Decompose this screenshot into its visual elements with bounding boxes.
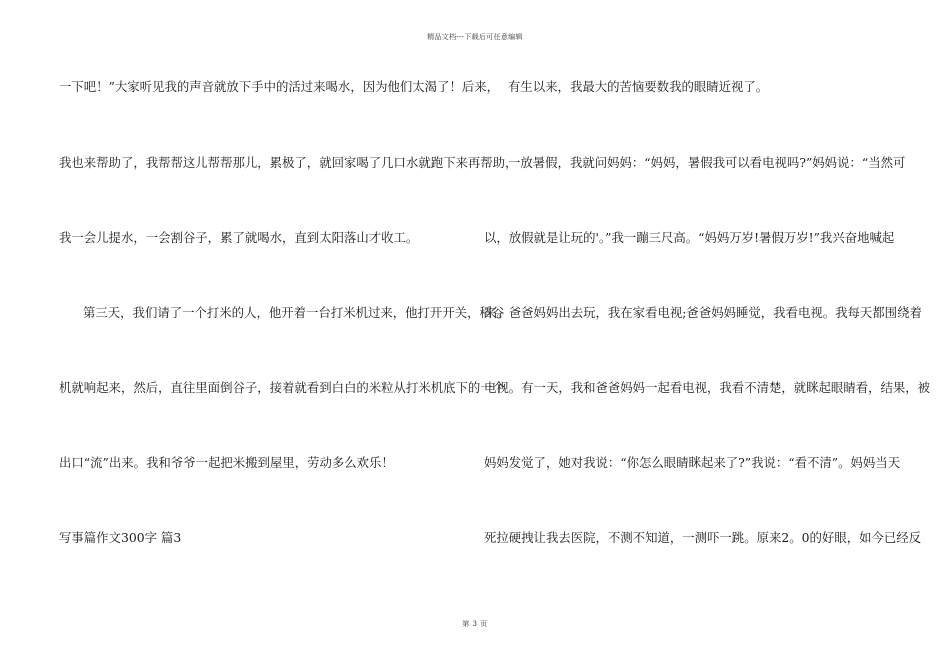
- page-footer: 第 3 页: [462, 620, 488, 628]
- paragraph-line: 妈妈发觉了，她对我说：“你怎么眼睛眯起来了?”我说：“看不清”。妈妈当天: [484, 455, 901, 470]
- section-heading: 写事篇作文300字 篇3: [59, 530, 182, 545]
- paragraph-line: 我也来帮助了，我帮帮这儿帮帮那儿，累极了，就回家喝了几口水就跑下来再帮助，: [59, 155, 518, 170]
- page-header: 精品文档---下载后可任意编辑: [427, 33, 523, 41]
- paragraph-line: 来。爸爸妈妈出去玩，我在家看电视;爸爸妈妈睡觉，我看电视。我每天都围绕着: [484, 305, 922, 320]
- paragraph-line: 第三天，我们请了一个打米的人，他开着一台打米机过来，他打开开关，稻谷: [83, 305, 505, 320]
- paragraph-line: 机就响起来，然后，直往里面倒谷子，接着就看到白白的米粒从打米机底下的一个: [59, 380, 506, 395]
- paragraph-line: 死拉硬拽让我去医院，不测不知道，一测吓一跳。原来2。0的好眼，如今已经反: [484, 530, 922, 545]
- paragraph-line: 出口“流”出来。我和爷爷一起把米搬到屋里，劳动多么欢乐！: [59, 455, 394, 470]
- paragraph-line: 我一会儿提水，一会割谷子，累了就喝水，直到太阳落山才收工。: [59, 230, 419, 245]
- paragraph-line: 有生以来，我最大的苦恼要数我的眼睛近视了。: [508, 79, 769, 94]
- paragraph-line: 电视。有一天，我和爸爸妈妈一起看电视，我看不清楚，就眯起眼睛看，结果，被: [484, 380, 931, 395]
- paragraph-line: 以，放假就是让玩的'。”我一蹦三尺高。“妈妈万岁!暑假万岁!”我兴奋地喊起: [484, 230, 895, 245]
- paragraph-line: 一下吧！”大家听见我的声音就放下手中的活过来喝水，因为他们太渴了！后来，: [59, 79, 500, 94]
- paragraph-line: 一放暑假，我就问妈妈：“妈妈，暑假我可以看电视吗?”妈妈说：“当然可: [508, 155, 906, 170]
